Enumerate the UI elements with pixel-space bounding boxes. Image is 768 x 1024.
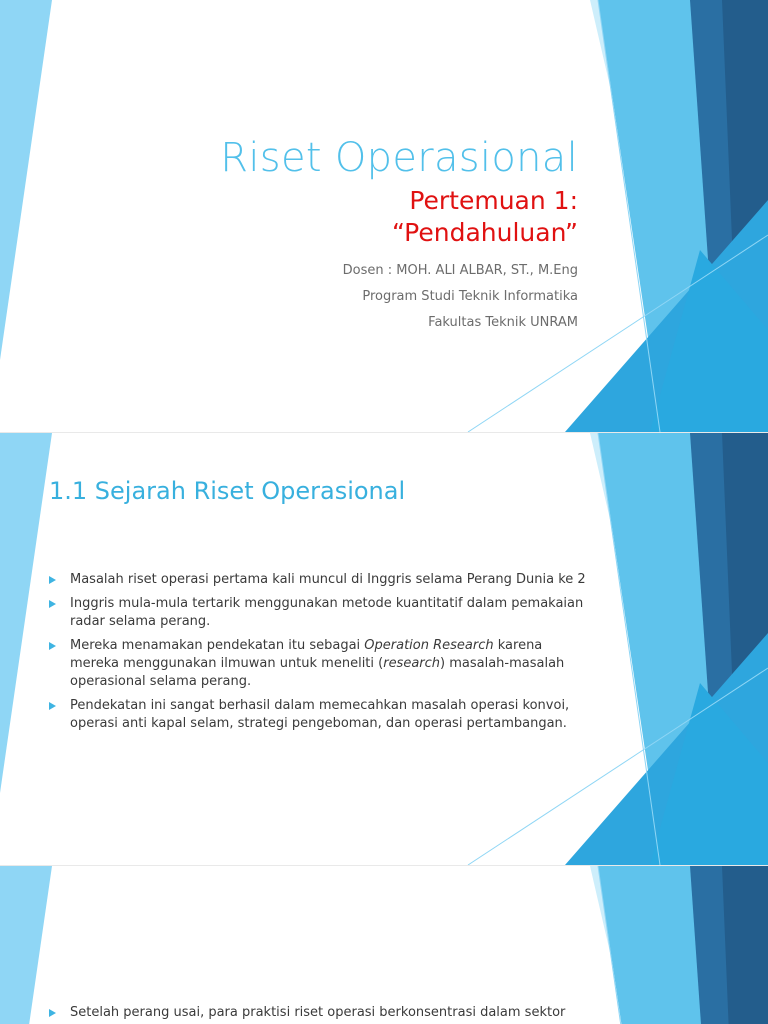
subtitle-line-2: “Pendahuluan” [391,218,578,247]
slide-decoration [0,866,768,1024]
slide-decoration [0,0,768,432]
program-line: Program Studi Teknik Informatika [362,289,578,304]
bullet-text: Masalah riset operasi pertama kali muncul di Inggris selama Perang Dunia ke 2 [70,572,586,587]
left-strip-shape [0,433,52,793]
slide-author-info [343,258,578,336]
right-dark-panel-2 [722,866,768,1024]
bullet-list [49,1004,589,1024]
subtitle-line-1: Pertemuan 1: [409,186,578,215]
bullet-arrow-icon [49,702,56,710]
slide-continuation [0,866,768,1024]
list-item [49,1004,589,1022]
bullet-text: Setelah perang usai, para praktisi riset operasi berkonsentrasi dalam sektor [70,1005,566,1020]
faculty-line: Fakultas Teknik UNRAM [428,315,578,330]
bullet-arrow-icon [49,576,56,584]
left-strip-shape [0,0,52,360]
lecturer-line: Dosen : MOH. ALI ALBAR, ST., M.Eng [342,263,578,278]
list-item [49,571,589,589]
slide-title-text: Riset Operasional [220,135,578,181]
bullet-emphasis: Operation Research [364,638,494,653]
bullet-text: Pendekatan ini sangat berhasil dalam memecahkan masalah operasi konvoi, operasi anti kapal selam, strategi pengeboman, dan operasi pertambangan. [70,698,570,731]
left-strip-shape [0,866,52,1024]
bullet-text-part: karena mereka menggunakan ilmuwan untuk meneliti ( [70,638,543,671]
section-heading: 1.1 Sejarah Riset Operasional [49,477,406,505]
list-item [49,595,589,631]
bullet-arrow-icon [49,642,56,650]
bullet-text-part: Mereka menamakan pendekatan itu sebagai [70,638,365,653]
bullet-text-part: ) masalah-masalah operasional selama perang. [70,656,565,689]
slide-history [0,433,768,865]
slide-subtitle [392,185,578,249]
bullet-text: Inggris mula-mula tertarik menggunakan metode kuantitatif dalam pemakaian radar selama perang. [70,596,584,629]
slide-title [0,0,768,432]
list-item [49,637,589,691]
bullet-arrow-icon [49,600,56,608]
bullet-list [49,571,589,739]
list-item [49,697,589,733]
bullet-arrow-icon [49,1009,56,1017]
bullet-emphasis: research [383,656,441,671]
